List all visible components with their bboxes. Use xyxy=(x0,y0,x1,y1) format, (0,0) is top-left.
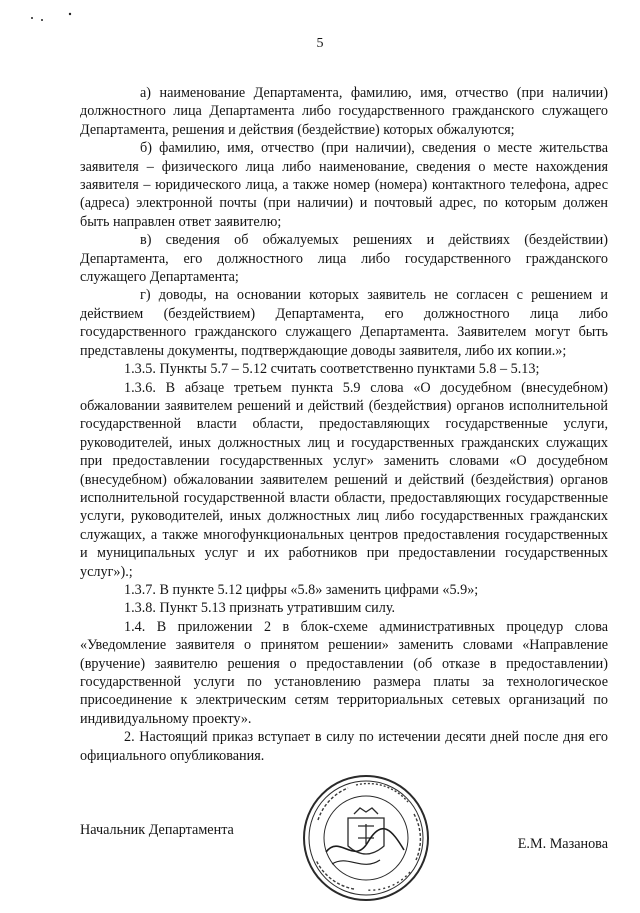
paragraph-1-3-7: 1.3.7. В пункте 5.12 цифры «5.8» заменить цифрами «5.9»; xyxy=(124,581,479,598)
coat-of-arms-icon xyxy=(348,808,384,854)
page-number: 5 xyxy=(316,36,324,51)
signatory-title: Начальник Департамента xyxy=(80,822,234,838)
paragraph-1-3-8: 1.3.8. Пункт 5.13 признать утратившим силу. xyxy=(124,600,396,617)
document-body xyxy=(80,84,608,765)
paragraph-v: в) сведения об обжалуемых решениях и действиях (бездействии) Департамента, его должностного лица либо государственного гражданского служащего Департамента; xyxy=(80,232,608,286)
official-seal xyxy=(296,768,436,908)
paragraph-1-3-6: 1.3.6. В абзаце третьем пункта 5.9 слова «О досудебном (внесудебном) обжаловании заявителем решений и действий (бездействия) органов исполнительной государственной власти области, предоставляющих государственные услуги, руководителей, иных должностных лиц и государственных гражданских служащих при предоставлении государственных услуг» заменить словами «О досудебном (внесудебном) обжаловании заявителем решений и действий (бездействия) органов исполнительной государственной власти области, предоставляющих государственные услуги, руководителей, иных должностных лиц либо государственных гражданских служащих, а также многофункциональных центров предоставления государственных и муниципальных услуг и их работников при предоставлении государственных услуг»).; xyxy=(80,379,608,580)
paragraph-2: 2. Настоящий приказ вступает в силу по истечении десяти дней после дня его официального опубликования. xyxy=(80,729,608,764)
paragraph-a: а) наименование Департамента, фамилию, имя, отчество (при наличии) должностного лица Департамента либо государственного гражданского служащего Департамента, решения и действия (бездействие) которых обжалуются; xyxy=(80,85,608,138)
paragraph-1-4: 1.4. В приложении 2 в блок-схеме административных процедур слова «Уведомление заявителя о принятом решении» заменить словами «Направление (вручение) заявителю решения о предоставлении (об отказе в предоставлении) государственной услуги по установлению размера платы за технологическое присоединение к электрическим сетям территориальных сетевых организаций по индивидуальному проекту». xyxy=(80,618,608,727)
signatory-name: Е.М. Мазанова xyxy=(517,836,608,852)
paragraph-b: б) фамилию, имя, отчество (при наличии), сведения о месте жительства заявителя – физического лица либо наименование, сведения о месте нахождения заявителя – юридического лица, а также номер (номера) контактного телефона, адрес (адреса) электронной почты (при наличии) и почтовый адрес, по которым должен быть направлен ответ заявителю; xyxy=(80,140,608,230)
scan-specks xyxy=(28,10,88,29)
paragraph-1-3-5: 1.3.5. Пункты 5.7 – 5.12 считать соответственно пунктами 5.8 – 5.13; xyxy=(124,361,540,378)
paragraph-g: г) доводы, на основании которых заявитель не согласен с решением и действием (бездействием) Департамента, его должностного лица либо государственного гражданского служащего Департамента. Заявителем могут быть представлены документы, подтверждающие доводы заявителя, либо их копии.»; xyxy=(80,287,608,359)
